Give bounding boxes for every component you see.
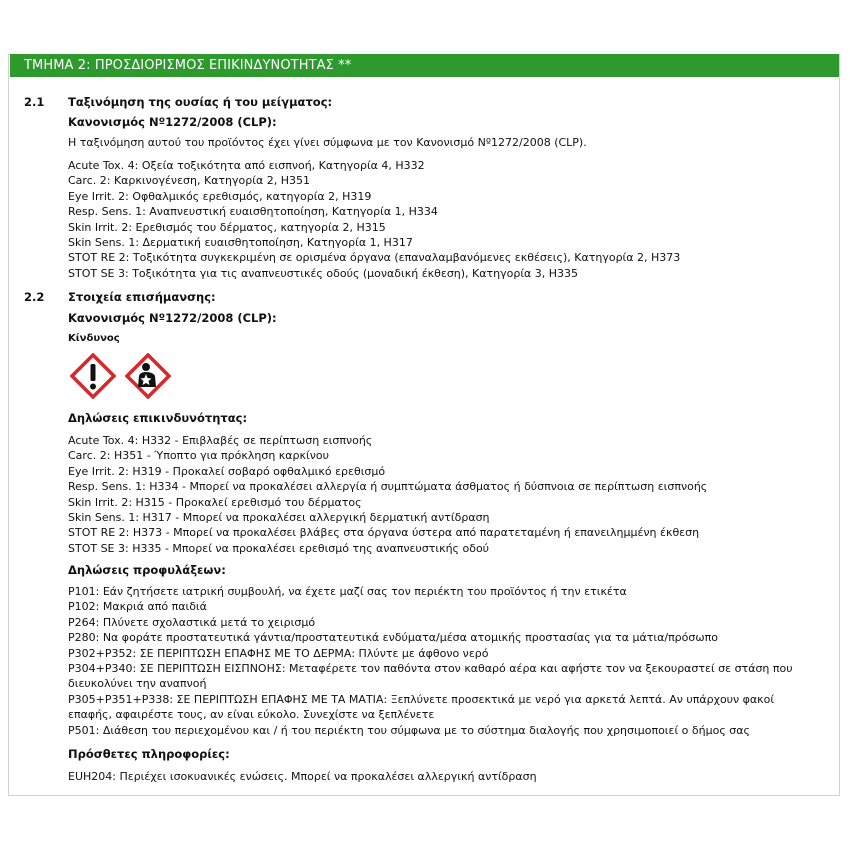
precautionary-statement-list xyxy=(68,584,793,738)
additional-information-heading: Πρόσθετες πληροφορίες: xyxy=(68,747,230,761)
section-2-1-number: 2.1 xyxy=(24,95,45,109)
classification-item: STOT RE 2: Τοξικότητα συγκεκριμένη σε ορισμένα όργανα (επαναλαμβανόμενες εκθέσεις), Κατηγορία 2, H373 xyxy=(68,251,681,265)
section-2-1-intro: Η ταξινόμηση αυτού του προϊόντος έχει γίνει σύμφωνα με τον Κανονισμό Nº1272/2008 (CLP). xyxy=(68,136,587,149)
precautionary-statement-continued: διευκολύνει την αναπνοή xyxy=(68,677,207,691)
section-title-banner: ΤΜΗΜΑ 2: ΠΡΟΣΔΙΟΡΙΣΜΟΣ ΕΠΙΚΙΝΔΥΝΟΤΗΤΑΣ ** xyxy=(10,54,839,77)
classification-item: STOT SE 3: Τοξικότητα για τις αναπνευστικές οδούς (μοναδική έκθεση), Κατηγορία 3, H335 xyxy=(68,266,579,280)
precautionary-statement: P264: Πλύνετε σχολαστικά μετά το χειρισμό xyxy=(68,615,316,629)
additional-information-text: EUH204: Περιέχει ισοκυανικές ενώσεις. Μπορεί να προκαλέσει αλλεργική αντίδραση xyxy=(68,770,537,783)
classification-item: Skin Irrit. 2: Ερεθισμός του δέρματος, κατηγορία 2, H315 xyxy=(68,220,386,234)
hazard-statement: STOT SE 3: H335 - Μπορεί να προκαλέσει ερεθισμό της αναπνευστικής οδού xyxy=(68,541,490,555)
precautionary-statement: P280: Να φοράτε προστατευτικά γάντια/προστατευτικά ενδύματα/μέσα ατομικής προστασίας για τα μάτια/πρόσωπο xyxy=(68,631,718,645)
signal-word: Κίνδυνος xyxy=(68,333,120,344)
health-hazard-pictogram xyxy=(125,353,171,399)
hazard-statement: Skin Sens. 1: H317 - Μπορεί να προκαλέσει αλλεργική δερματική αντίδραση xyxy=(68,510,490,524)
classification-item: Acute Tox. 4: Οξεία τοξικότητα από εισπνοή, Κατηγορία 4, H332 xyxy=(68,159,425,172)
section-2-2-regulation: Κανονισμός Nº1272/2008 (CLP): xyxy=(68,311,277,325)
hazard-statement-list xyxy=(68,433,707,556)
classification-list xyxy=(68,158,680,281)
section-2-2-heading: Στοιχεία επισήμανσης: xyxy=(68,290,216,304)
precautionary-statement: P101: Εάν ζητήσετε ιατρική συμβουλή, να έχετε μαζί σας τον περιέκτη του προϊόντος ή την ετικέτα xyxy=(68,585,627,598)
hazard-statement: Carc. 2: H351 - Ύποπτο για πρόκληση καρκίνου xyxy=(68,449,329,463)
precautionary-statement: P304+P340: ΣΕ ΠΕΡΙΠΤΩΣΗ ΕΙΣΠΝΟΗΣ: Μεταφέρετε τον παθόντα στον καθαρό αέρα και αφήστε τον να ξεκουραστεί σε στάση που xyxy=(68,661,793,675)
classification-item: Skin Sens. 1: Δερματική ευαισθητοποίηση, Κατηγορία 1, H317 xyxy=(68,235,413,249)
classification-item: Carc. 2: Καρκινογένεση, Κατηγορία 2, H351 xyxy=(68,174,310,188)
hazard-statement: Acute Tox. 4: H332 - Επιβλαβές σε περίπτωση εισπνοής xyxy=(68,434,373,447)
section-2-1-heading: Ταξινόμηση της ουσίας ή του μείγματος: xyxy=(68,95,333,109)
precautionary-statement-continued: επαφής, αφαιρέστε τους, αν είναι εύκολο. Συνεχίστε να ξεπλένετε xyxy=(68,708,435,722)
exclamation-mark-pictogram xyxy=(70,353,116,399)
section-2-1-regulation: Κανονισμός Nº1272/2008 (CLP): xyxy=(68,115,277,129)
precautionary-statement: P302+P352: ΣΕ ΠΕΡΙΠΤΩΣΗ ΕΠΑΦΗΣ ΜΕ ΤΟ ΔΕΡΜΑ: Πλύντε με άφθονο νερό xyxy=(68,646,489,660)
hazard-statements-heading: Δηλώσεις επικινδυνότητας: xyxy=(68,411,248,425)
classification-item: Resp. Sens. 1: Αναπνευστική ευαισθητοποίηση, Κατηγορία 1, H334 xyxy=(68,205,438,219)
precautionary-statement: P102: Μακριά από παιδιά xyxy=(68,600,207,614)
hazard-statement: STOT RE 2: H373 - Μπορεί να προκαλέσει βλάβες στα όργανα ύστερα από παρατεταμένη ή επανειλημμένη έκθεση xyxy=(68,526,700,540)
hazard-statement: Resp. Sens. 1: H334 - Μπορεί να προκαλέσει αλλεργία ή συμπτώματα άσθματος ή δύσπνοια σε περίπτωση εισπνοής xyxy=(68,480,708,494)
precautionary-statement: P305+P351+P338: ΣΕ ΠΕΡΙΠΤΩΣΗ ΕΠΑΦΗΣ ΜΕ ΤΑ ΜΑΤΙΑ: Ξεπλύνετε προσεκτικά με νερό για αρκετά λεπτά. Αν υπάρχουν φακοί xyxy=(68,692,775,706)
precautionary-statements-heading: Δηλώσεις προφυλάξεων: xyxy=(68,563,226,577)
precautionary-statement: P501: Διάθεση του περιεχομένου και / ή του περιέκτη του σύμφωνα με το σύστημα διαλογής που χρησιμοποιεί ο δήμος σας xyxy=(68,723,750,737)
hazard-statement: Eye Irrit. 2: H319 - Προκαλεί σοβαρό οφθαλμικό ερεθισμό xyxy=(68,464,386,478)
classification-item: Eye Irrit. 2: Οφθαλμικός ερεθισμός, κατηγορία 2, H319 xyxy=(68,189,372,203)
hazard-statement: Skin Irrit. 2: H315 - Προκαλεί ερεθισμό του δέρματος xyxy=(68,495,362,509)
section-2-2-number: 2.2 xyxy=(24,290,45,304)
